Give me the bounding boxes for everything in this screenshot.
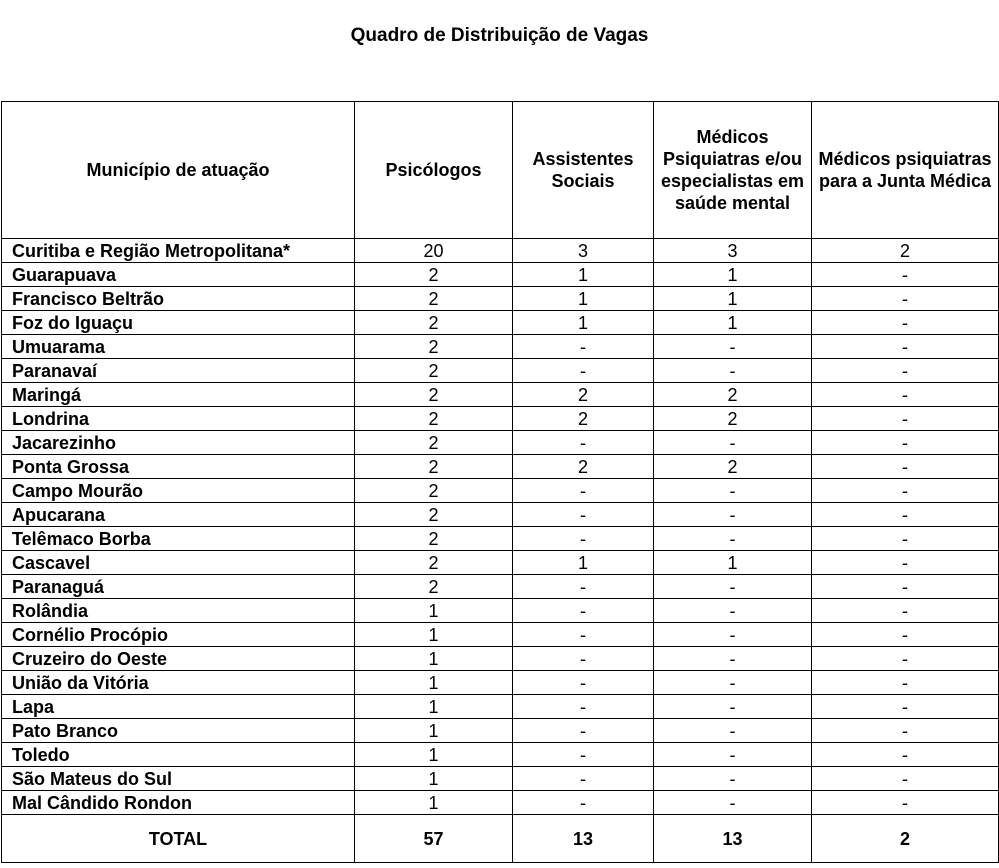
table-row bbox=[2, 455, 999, 479]
header-medicos-psiquiatras: Médicos Psiquiatras e/ou especialistas em saúde mental bbox=[654, 102, 812, 239]
cell-junta-medica: - bbox=[812, 551, 999, 575]
header-row bbox=[2, 102, 999, 239]
cell-psicologos: 1 bbox=[355, 695, 513, 719]
cell-psicologos: 2 bbox=[355, 503, 513, 527]
cell-junta-medica: - bbox=[812, 407, 999, 431]
vacancy-distribution-table bbox=[1, 101, 999, 863]
table-row bbox=[2, 407, 999, 431]
cell-psicologos: 2 bbox=[355, 479, 513, 503]
cell-municipio: Mal Cândido Rondon bbox=[2, 791, 355, 815]
cell-psicologos: 2 bbox=[355, 335, 513, 359]
cell-psicologos: 1 bbox=[355, 719, 513, 743]
cell-psicologos: 2 bbox=[355, 311, 513, 335]
table-row bbox=[2, 599, 999, 623]
table-row bbox=[2, 695, 999, 719]
cell-junta-medica: - bbox=[812, 479, 999, 503]
cell-medicos-psiquiatras: - bbox=[654, 719, 812, 743]
total-medicos-psiquiatras: 13 bbox=[654, 815, 812, 863]
cell-medicos-psiquiatras: 3 bbox=[654, 239, 812, 263]
cell-junta-medica: - bbox=[812, 263, 999, 287]
cell-municipio: Cruzeiro do Oeste bbox=[2, 647, 355, 671]
cell-assistentes-sociais: - bbox=[513, 791, 654, 815]
cell-medicos-psiquiatras: - bbox=[654, 743, 812, 767]
cell-assistentes-sociais: - bbox=[513, 335, 654, 359]
cell-medicos-psiquiatras: - bbox=[654, 647, 812, 671]
cell-psicologos: 2 bbox=[355, 407, 513, 431]
cell-assistentes-sociais: 1 bbox=[513, 263, 654, 287]
cell-psicologos: 2 bbox=[355, 383, 513, 407]
cell-municipio: Ponta Grossa bbox=[2, 455, 355, 479]
cell-municipio: Paranaguá bbox=[2, 575, 355, 599]
cell-junta-medica: - bbox=[812, 791, 999, 815]
cell-psicologos: 1 bbox=[355, 647, 513, 671]
cell-assistentes-sociais: 2 bbox=[513, 455, 654, 479]
cell-medicos-psiquiatras: 1 bbox=[654, 287, 812, 311]
cell-psicologos: 1 bbox=[355, 767, 513, 791]
table-row bbox=[2, 647, 999, 671]
cell-municipio: Pato Branco bbox=[2, 719, 355, 743]
cell-assistentes-sociais: 1 bbox=[513, 287, 654, 311]
cell-junta-medica: 2 bbox=[812, 239, 999, 263]
cell-junta-medica: - bbox=[812, 599, 999, 623]
header-junta-medica: Médicos psiquiatras para a Junta Médica bbox=[812, 102, 999, 239]
table-body bbox=[2, 239, 999, 815]
cell-psicologos: 2 bbox=[355, 551, 513, 575]
cell-municipio: Guarapuava bbox=[2, 263, 355, 287]
cell-junta-medica: - bbox=[812, 527, 999, 551]
cell-psicologos: 20 bbox=[355, 239, 513, 263]
table-row bbox=[2, 335, 999, 359]
cell-municipio: União da Vitória bbox=[2, 671, 355, 695]
cell-medicos-psiquiatras: - bbox=[654, 335, 812, 359]
cell-junta-medica: - bbox=[812, 671, 999, 695]
cell-psicologos: 1 bbox=[355, 791, 513, 815]
cell-junta-medica: - bbox=[812, 575, 999, 599]
cell-medicos-psiquiatras: - bbox=[654, 599, 812, 623]
table-row bbox=[2, 263, 999, 287]
cell-assistentes-sociais: 1 bbox=[513, 551, 654, 575]
total-junta-medica: 2 bbox=[812, 815, 999, 863]
cell-assistentes-sociais: 2 bbox=[513, 383, 654, 407]
cell-municipio: Campo Mourão bbox=[2, 479, 355, 503]
cell-assistentes-sociais: - bbox=[513, 743, 654, 767]
cell-assistentes-sociais: - bbox=[513, 527, 654, 551]
cell-junta-medica: - bbox=[812, 359, 999, 383]
cell-assistentes-sociais: 3 bbox=[513, 239, 654, 263]
cell-junta-medica: - bbox=[812, 767, 999, 791]
table-row bbox=[2, 551, 999, 575]
cell-psicologos: 2 bbox=[355, 263, 513, 287]
cell-assistentes-sociais: - bbox=[513, 695, 654, 719]
cell-junta-medica: - bbox=[812, 647, 999, 671]
cell-medicos-psiquiatras: 1 bbox=[654, 551, 812, 575]
cell-psicologos: 1 bbox=[355, 623, 513, 647]
table-row bbox=[2, 359, 999, 383]
table-row bbox=[2, 383, 999, 407]
cell-medicos-psiquiatras: - bbox=[654, 767, 812, 791]
cell-psicologos: 1 bbox=[355, 671, 513, 695]
cell-municipio: Foz do Iguaçu bbox=[2, 311, 355, 335]
cell-assistentes-sociais: - bbox=[513, 503, 654, 527]
cell-assistentes-sociais: - bbox=[513, 767, 654, 791]
cell-medicos-psiquiatras: 2 bbox=[654, 383, 812, 407]
cell-assistentes-sociais: - bbox=[513, 719, 654, 743]
cell-junta-medica: - bbox=[812, 335, 999, 359]
cell-psicologos: 2 bbox=[355, 287, 513, 311]
cell-municipio: Apucarana bbox=[2, 503, 355, 527]
cell-junta-medica: - bbox=[812, 503, 999, 527]
cell-municipio: Paranavaí bbox=[2, 359, 355, 383]
header-psicologos: Psicólogos bbox=[355, 102, 513, 239]
cell-psicologos: 2 bbox=[355, 455, 513, 479]
total-row bbox=[2, 815, 999, 863]
cell-municipio: Lapa bbox=[2, 695, 355, 719]
cell-medicos-psiquiatras: - bbox=[654, 791, 812, 815]
cell-medicos-psiquiatras: 2 bbox=[654, 407, 812, 431]
cell-medicos-psiquiatras: - bbox=[654, 359, 812, 383]
cell-medicos-psiquiatras: - bbox=[654, 431, 812, 455]
cell-junta-medica: - bbox=[812, 311, 999, 335]
total-label: TOTAL bbox=[2, 815, 355, 863]
cell-municipio: São Mateus do Sul bbox=[2, 767, 355, 791]
cell-assistentes-sociais: - bbox=[513, 359, 654, 383]
table-row bbox=[2, 239, 999, 263]
table-row bbox=[2, 767, 999, 791]
header-assistentes-sociais: Assistentes Sociais bbox=[513, 102, 654, 239]
total-psicologos: 57 bbox=[355, 815, 513, 863]
table-row bbox=[2, 575, 999, 599]
table-row bbox=[2, 503, 999, 527]
cell-assistentes-sociais: - bbox=[513, 623, 654, 647]
cell-junta-medica: - bbox=[812, 623, 999, 647]
table-row bbox=[2, 287, 999, 311]
cell-assistentes-sociais: - bbox=[513, 671, 654, 695]
cell-municipio: Jacarezinho bbox=[2, 431, 355, 455]
cell-municipio: Maringá bbox=[2, 383, 355, 407]
cell-junta-medica: - bbox=[812, 431, 999, 455]
cell-municipio: Londrina bbox=[2, 407, 355, 431]
cell-municipio: Telêmaco Borba bbox=[2, 527, 355, 551]
cell-junta-medica: - bbox=[812, 695, 999, 719]
cell-municipio: Cascavel bbox=[2, 551, 355, 575]
cell-psicologos: 2 bbox=[355, 431, 513, 455]
cell-psicologos: 2 bbox=[355, 359, 513, 383]
cell-municipio: Rolândia bbox=[2, 599, 355, 623]
cell-medicos-psiquiatras: - bbox=[654, 671, 812, 695]
cell-psicologos: 1 bbox=[355, 743, 513, 767]
cell-municipio: Curitiba e Região Metropolitana* bbox=[2, 239, 355, 263]
table-row bbox=[2, 791, 999, 815]
cell-assistentes-sociais: 2 bbox=[513, 407, 654, 431]
cell-medicos-psiquiatras: - bbox=[654, 623, 812, 647]
cell-assistentes-sociais: - bbox=[513, 479, 654, 503]
cell-assistentes-sociais: - bbox=[513, 431, 654, 455]
cell-psicologos: 2 bbox=[355, 527, 513, 551]
table-row bbox=[2, 719, 999, 743]
cell-psicologos: 2 bbox=[355, 575, 513, 599]
cell-medicos-psiquiatras: - bbox=[654, 695, 812, 719]
cell-municipio: Francisco Beltrão bbox=[2, 287, 355, 311]
header-municipio: Município de atuação bbox=[2, 102, 355, 239]
page-title: Quadro de Distribuição de Vagas bbox=[350, 25, 649, 46]
cell-junta-medica: - bbox=[812, 383, 999, 407]
cell-medicos-psiquiatras: 2 bbox=[654, 455, 812, 479]
cell-assistentes-sociais: 1 bbox=[513, 311, 654, 335]
table-row bbox=[2, 671, 999, 695]
table-row bbox=[2, 743, 999, 767]
cell-psicologos: 1 bbox=[355, 599, 513, 623]
table-row bbox=[2, 479, 999, 503]
cell-assistentes-sociais: - bbox=[513, 599, 654, 623]
cell-junta-medica: - bbox=[812, 455, 999, 479]
cell-medicos-psiquiatras: 1 bbox=[654, 263, 812, 287]
cell-assistentes-sociais: - bbox=[513, 647, 654, 671]
table-row bbox=[2, 431, 999, 455]
cell-junta-medica: - bbox=[812, 743, 999, 767]
cell-municipio: Cornélio Procópio bbox=[2, 623, 355, 647]
table-row bbox=[2, 623, 999, 647]
cell-municipio: Umuarama bbox=[2, 335, 355, 359]
cell-medicos-psiquiatras: - bbox=[654, 503, 812, 527]
table-row bbox=[2, 311, 999, 335]
cell-medicos-psiquiatras: - bbox=[654, 479, 812, 503]
cell-municipio: Toledo bbox=[2, 743, 355, 767]
cell-junta-medica: - bbox=[812, 287, 999, 311]
total-assistentes-sociais: 13 bbox=[513, 815, 654, 863]
cell-assistentes-sociais: - bbox=[513, 575, 654, 599]
cell-medicos-psiquiatras: - bbox=[654, 527, 812, 551]
cell-junta-medica: - bbox=[812, 719, 999, 743]
cell-medicos-psiquiatras: 1 bbox=[654, 311, 812, 335]
cell-medicos-psiquiatras: - bbox=[654, 575, 812, 599]
table-row bbox=[2, 527, 999, 551]
